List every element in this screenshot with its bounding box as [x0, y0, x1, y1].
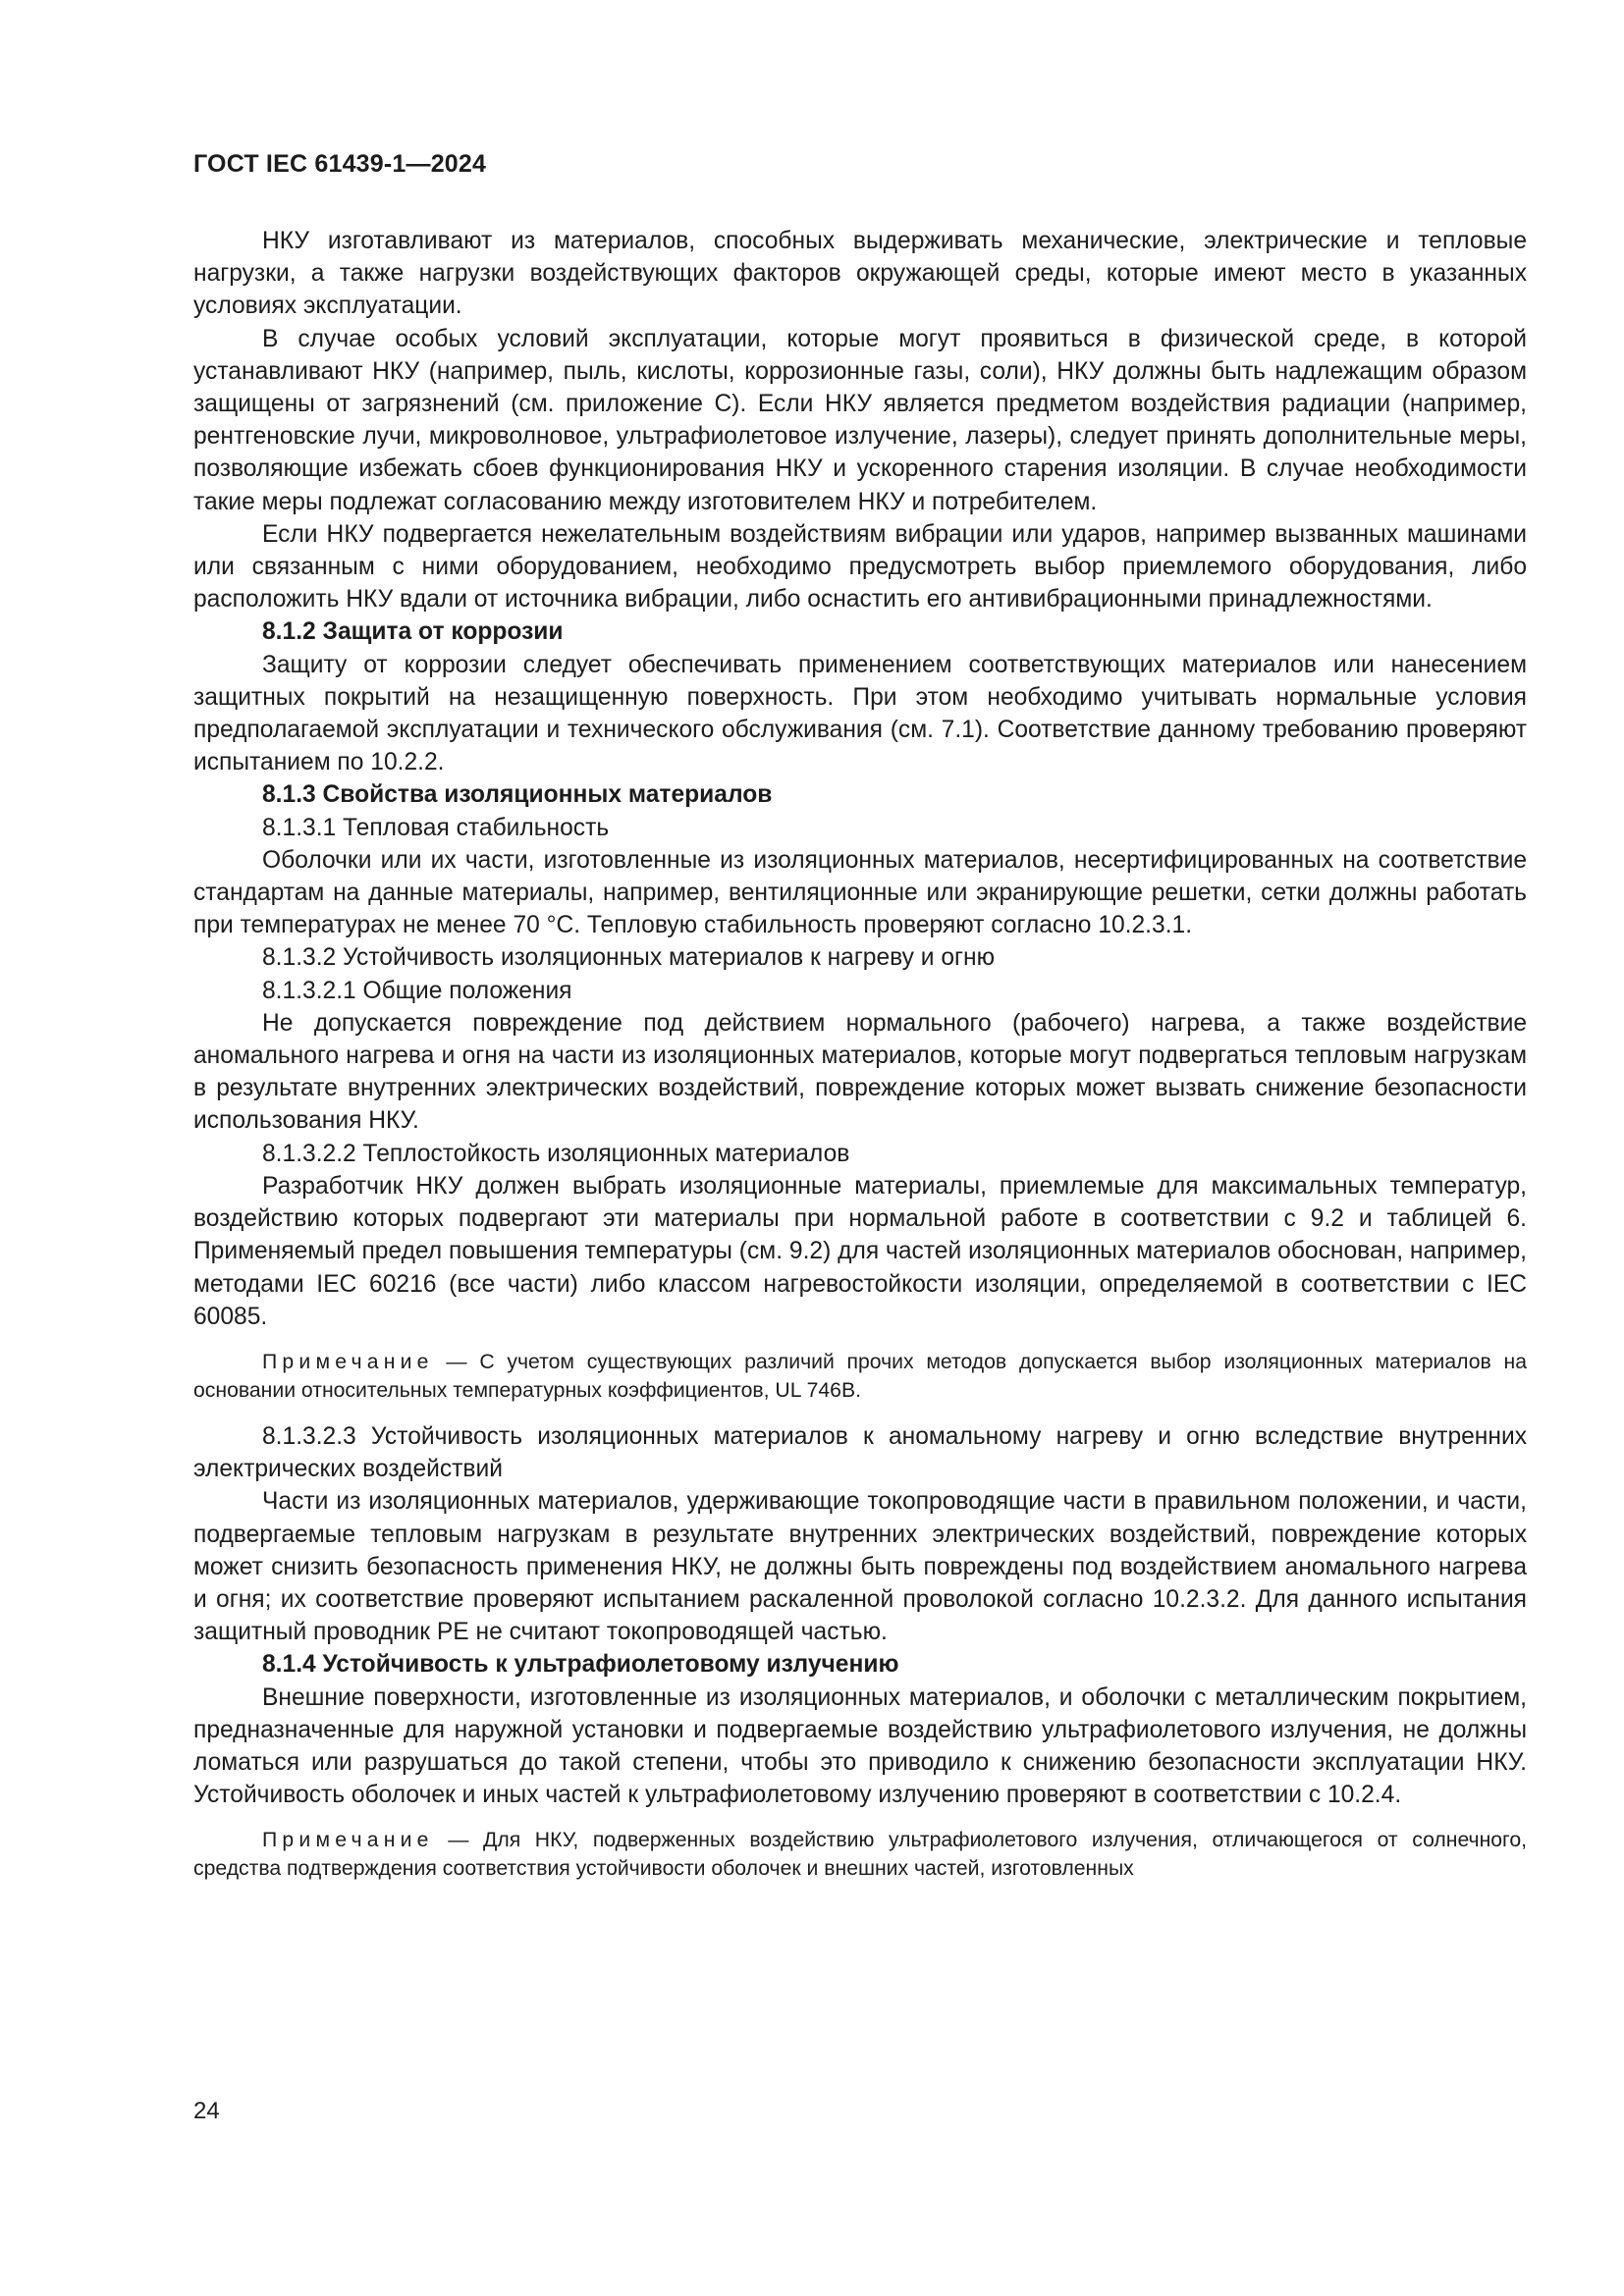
paragraph-abnormal-heat: Части из изоляционных материалов, удерживающие токопроводящие части в правильном положении, и части, подвергаемые тепловым нагрузкам в результате внутренних электрических воздействий, повреждение которых может снизить безопасность применения НКУ, не должны быть повреждены под воздействием аномального нагрева и огня; их соответствие проверяют испытанием раскаленной проволокой согласно 10.2.3.2. Для данного испытания защитный проводник PE не считают токопроводящей частью.: [193, 1488, 1527, 1646]
section-heading-8-1-3: 8.1.3 Свойства изоляционных материалов: [262, 781, 773, 809]
document-header: ГОСТ IEC 61439-1—2024: [193, 150, 487, 178]
paragraph-thermal-stability: Оболочки или их части, изготовленные из изоляционных материалов, несертифицированных на соответствие стандартам на данные материалы, например, вентиляционные или экранирующие решетки, сетки должны работать при температурах не менее 70 °C. Тепловую стабильность проверяют согласно 10.2.3.1.: [193, 846, 1527, 939]
note-label: Примечание: [262, 1829, 434, 1852]
note-1: [193, 1348, 1527, 1405]
subsection-8-1-3-1: 8.1.3.1 Тепловая стабильность: [262, 814, 610, 841]
note-text: — Для НКУ, подверженных воздействию ультрафиолетового излучения, отличающегося от солнечного, средства подтверждения соответствия устойчивости оболочек и внешних частей, изготовленных: [193, 1829, 1527, 1881]
paragraph-heat-resistance: Разработчик НКУ должен выбрать изоляционные материалы, приемлемые для максимальных температур, воздействию которых подвергают эти материалы при нормальной работе в соответствии с 9.2 и таблицей 6. Применяемый предел повышения температуры (см. 9.2) для частей изоляционных материалов обоснован, например, методами IEC 60216 (все части) либо классом нагревостойкости изоляции, определяемой в соответствии с IEC 60085.: [193, 1172, 1527, 1330]
paragraph-materials: НКУ изготавливают из материалов, способных выдерживать механические, электрические и тепловые нагрузки, а также нагрузки воздействующих факторов окружающей среды, которые имеют место в указанных условиях эксплуатации.: [193, 228, 1527, 320]
note-label: Примечание: [262, 1350, 434, 1373]
paragraph-corrosion: Защиту от коррозии следует обеспечивать применением соответствующих материалов или нанесением защитных покрытий на незащищенную поверхность. При этом необходимо учитывать нормальные условия предполагаемой эксплуатации и технического обслуживания (см. 7.1). Соответствие данному требованию проверяют испытанием по 10.2.2.: [193, 651, 1527, 776]
paragraph-general-provisions: Не допускается повреждение под действием нормального (рабочего) нагрева, а также воздействие аномального нагрева и огня на части из изоляционных материалов, которые могут подвергаться тепловым нагрузкам в результате внутренних электрических воздействий, повреждение которых может вызвать снижение безопасности использования НКУ.: [193, 1009, 1527, 1135]
subsection-8-1-3-2: 8.1.3.2 Устойчивость изоляционных материалов к нагреву и огню: [262, 944, 996, 972]
document-body: [193, 225, 1527, 1883]
subsection-8-1-3-2-2: 8.1.3.2.2 Теплостойкость изоляционных материалов: [262, 1140, 850, 1167]
paragraph-vibration: Если НКУ подвергается нежелательным воздействиям вибрации или ударов, например вызванных машинами или связанным с ними оборудованием, необходимо предусмотреть выбор приемлемого оборудования, либо расположить НКУ вдали от источника вибрации, либо оснастить его антивибрационными принадлежностями.: [193, 520, 1527, 614]
section-heading-8-1-2: 8.1.2 Защита от коррозии: [262, 618, 564, 646]
subsection-8-1-3-2-1: 8.1.3.2.1 Общие положения: [262, 977, 572, 1004]
section-heading-8-1-4: 8.1.4 Устойчивость к ультрафиолетовому излучению: [262, 1651, 899, 1679]
note-text: — С учетом существующих различий прочих методов допускается выбор изоляционных материалов на основании относительных температурных коэффициентов, UL 746B.: [193, 1350, 1527, 1402]
paragraph-special-conditions: В случае особых условий эксплуатации, которые могут проявиться в физической среде, в которой устанавливают НКУ (например, пыль, кислоты, коррозионные газы, соли), НКУ должны быть надлежащим образом защищены от загрязнений (см. приложение C). Если НКУ является предметом воздействия радиации (например, рентгеновские лучи, микроволновое, ультрафиолетовое излучение, лазеры), следует принять дополнительные меры, позволяющие избежать сбоев функционирования НКУ и ускоренного старения изоляции. В случае необходимости такие меры подлежат согласованию между изготовителем НКУ и потребителем.: [193, 325, 1527, 515]
note-2: [193, 1826, 1527, 1883]
paragraph-uv-resistance: Внешние поверхности, изготовленные из изоляционных материалов, и оболочки с металлическим покрытием, предназначенные для наружной установки и подвергаемые воздействию ультрафиолетового излучения, не должны ломаться или разрушаться до такой степени, чтобы это приводило к снижению безопасности эксплуатации НКУ. Устойчивость оболочек и иных частей к ультрафиолетовому излучению проверяют в соответствии с 10.2.4.: [193, 1683, 1527, 1809]
subsection-8-1-3-2-3: 8.1.3.2.3 Устойчивость изоляционных материалов к аномальному нагреву и огню вследствие внутренних электрических воздействий: [193, 1422, 1527, 1483]
page-number: 24: [193, 2098, 220, 2124]
